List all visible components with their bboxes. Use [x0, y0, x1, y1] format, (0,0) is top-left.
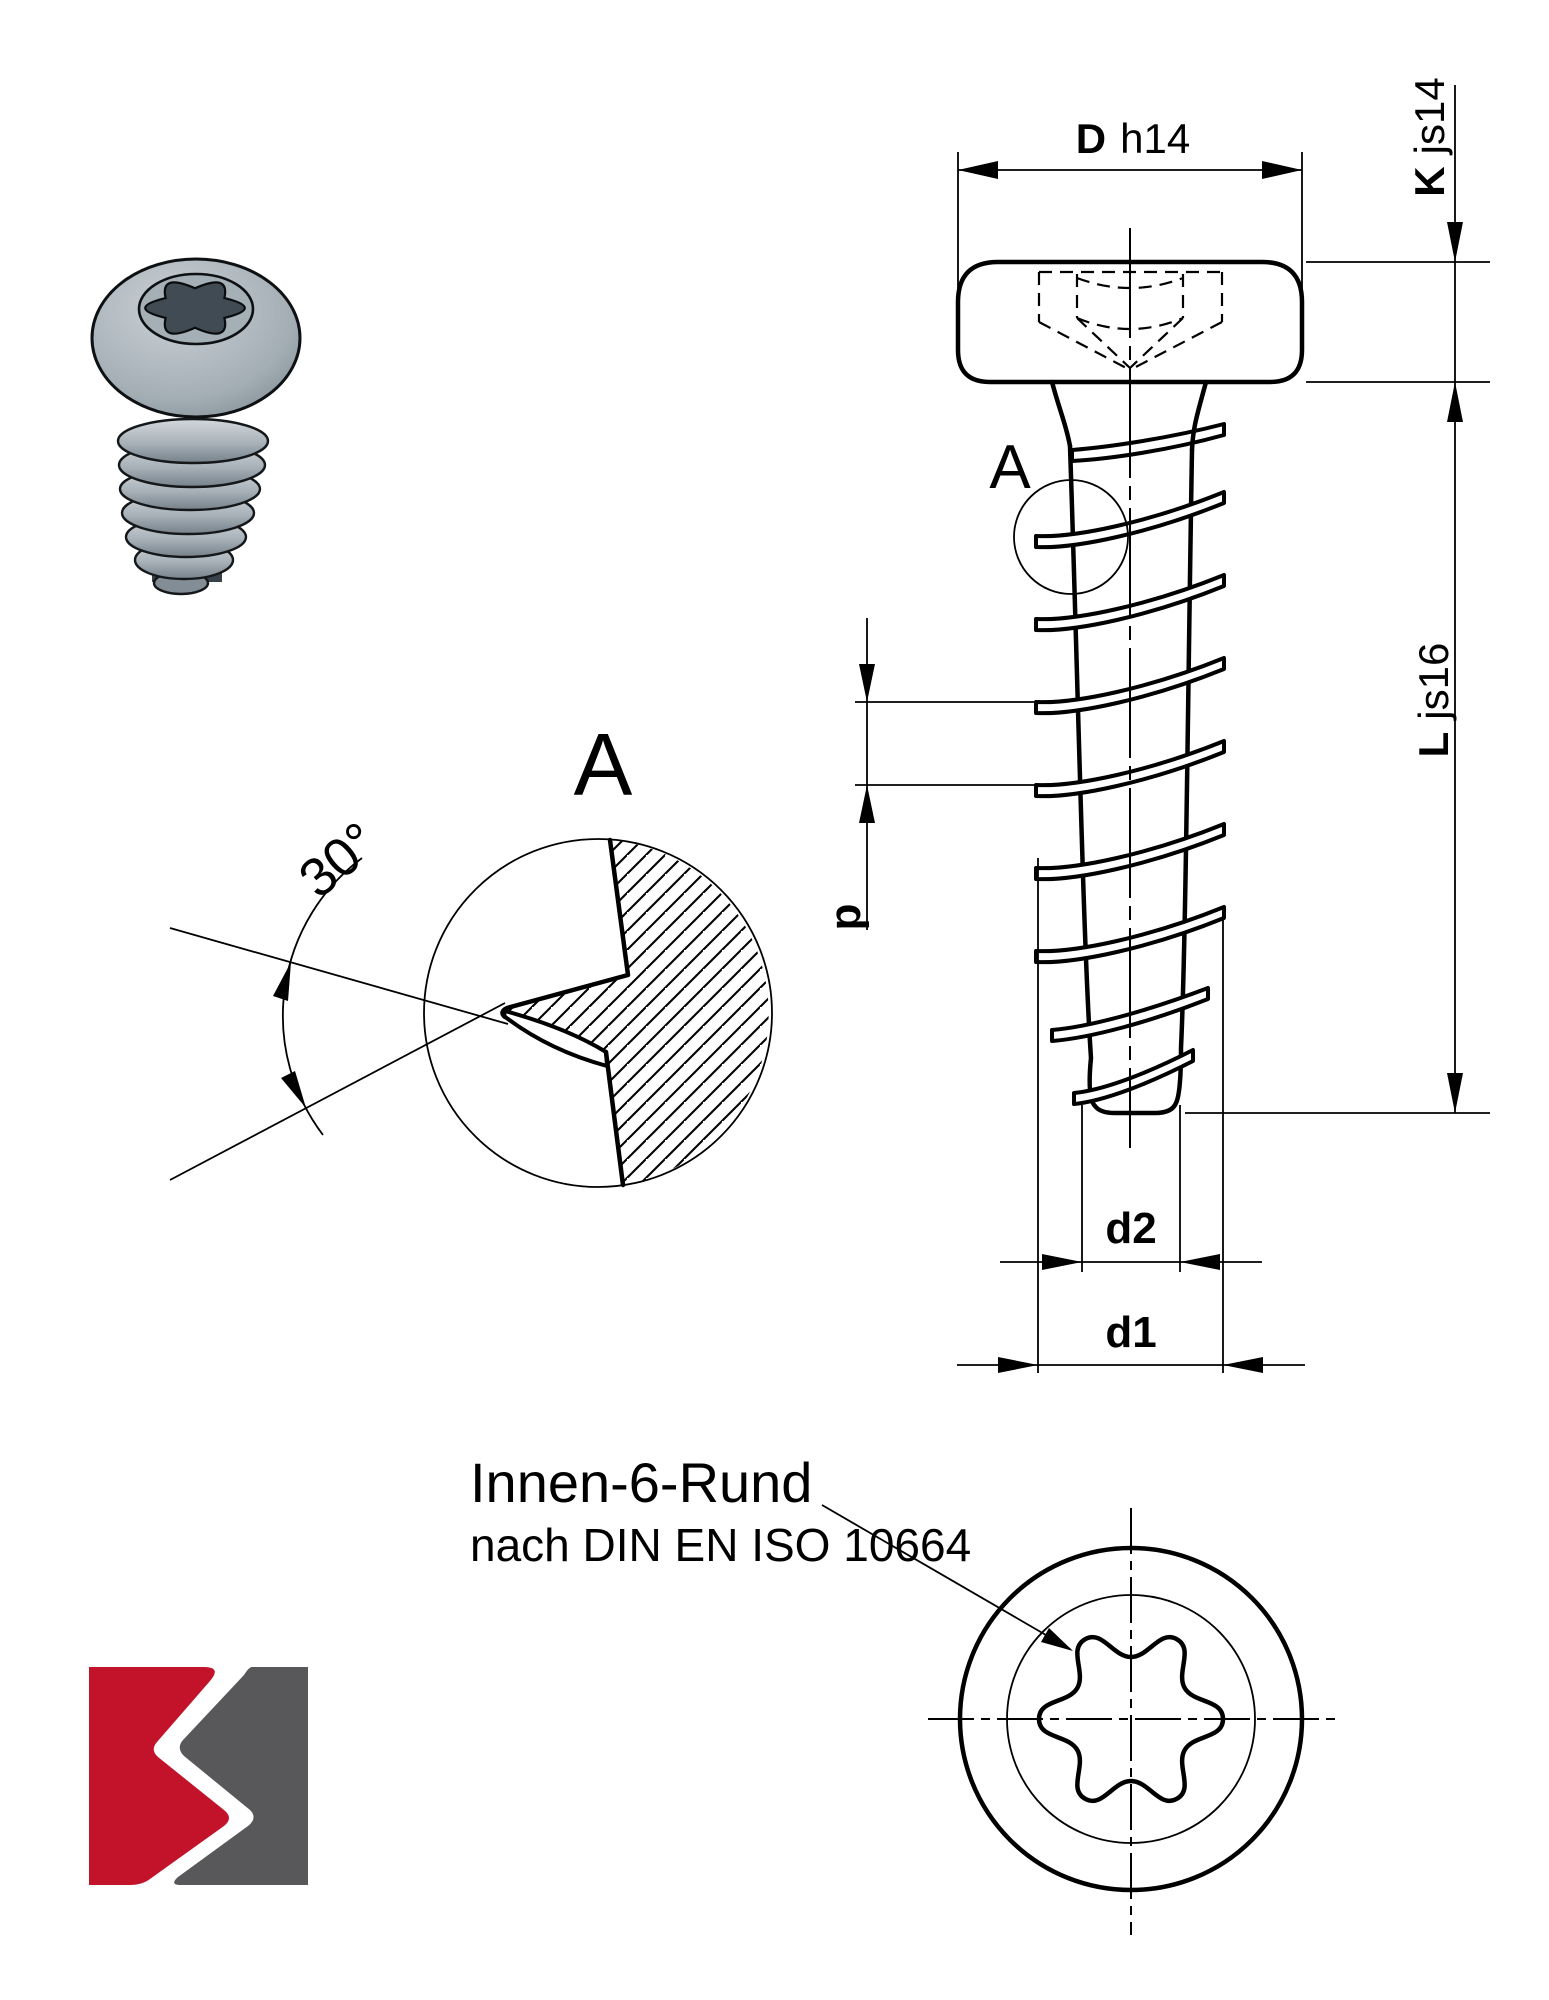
arrowhead: [1447, 382, 1463, 422]
dim-label-d1: d1: [1105, 1308, 1157, 1357]
flank-angle-label: 30°: [287, 810, 389, 910]
detail-view-title: A: [573, 715, 633, 814]
logo: [89, 1667, 308, 1885]
arrowhead: [859, 664, 875, 702]
drive-note-line2: nach DIN EN ISO 10664: [470, 1519, 972, 1571]
drive-note-line1: Innen-6-Rund: [470, 1451, 813, 1514]
arrowhead: [1223, 1357, 1263, 1373]
arrowhead: [1041, 1628, 1073, 1651]
section-hatching: [502, 840, 768, 1185]
arrowhead: [273, 962, 291, 1001]
dimension-pitch: [821, 618, 1036, 930]
arrowhead: [859, 785, 875, 823]
thread-coil: [118, 419, 268, 463]
arrowhead: [1447, 1073, 1463, 1113]
dim-label-k: Kjs14: [1406, 77, 1453, 197]
arrowhead: [1042, 1254, 1082, 1270]
extension-line: [1306, 262, 1490, 382]
logo-gray-shape: [174, 1667, 308, 1885]
side-view: [821, 77, 1490, 1373]
detail-marker-label: A: [989, 433, 1031, 502]
arrowhead: [1262, 161, 1302, 179]
dim-label-d: D h14: [1075, 115, 1191, 162]
dimension-length: [1185, 643, 1490, 1113]
arrowhead: [281, 1071, 306, 1108]
detail-view-a: [170, 715, 772, 1187]
dimension-head-height: [1306, 77, 1490, 1113]
top-view: [470, 1451, 1340, 1935]
logo-red-shape: [89, 1667, 229, 1885]
extension-line: [855, 702, 1036, 785]
dim-label-d2: d2: [1105, 1204, 1157, 1253]
arrowhead: [1180, 1254, 1220, 1270]
centerline: [928, 1508, 1340, 1935]
thread-crest: [1072, 424, 1224, 461]
arrowhead: [1447, 222, 1463, 262]
arrowhead: [998, 1357, 1038, 1373]
rendered-screw-image: [92, 259, 300, 594]
dim-label-l: Ljs16: [1410, 642, 1457, 758]
arrowhead: [958, 161, 998, 179]
dim-label-p: p: [821, 903, 870, 931]
angle-leg: [170, 928, 508, 1180]
